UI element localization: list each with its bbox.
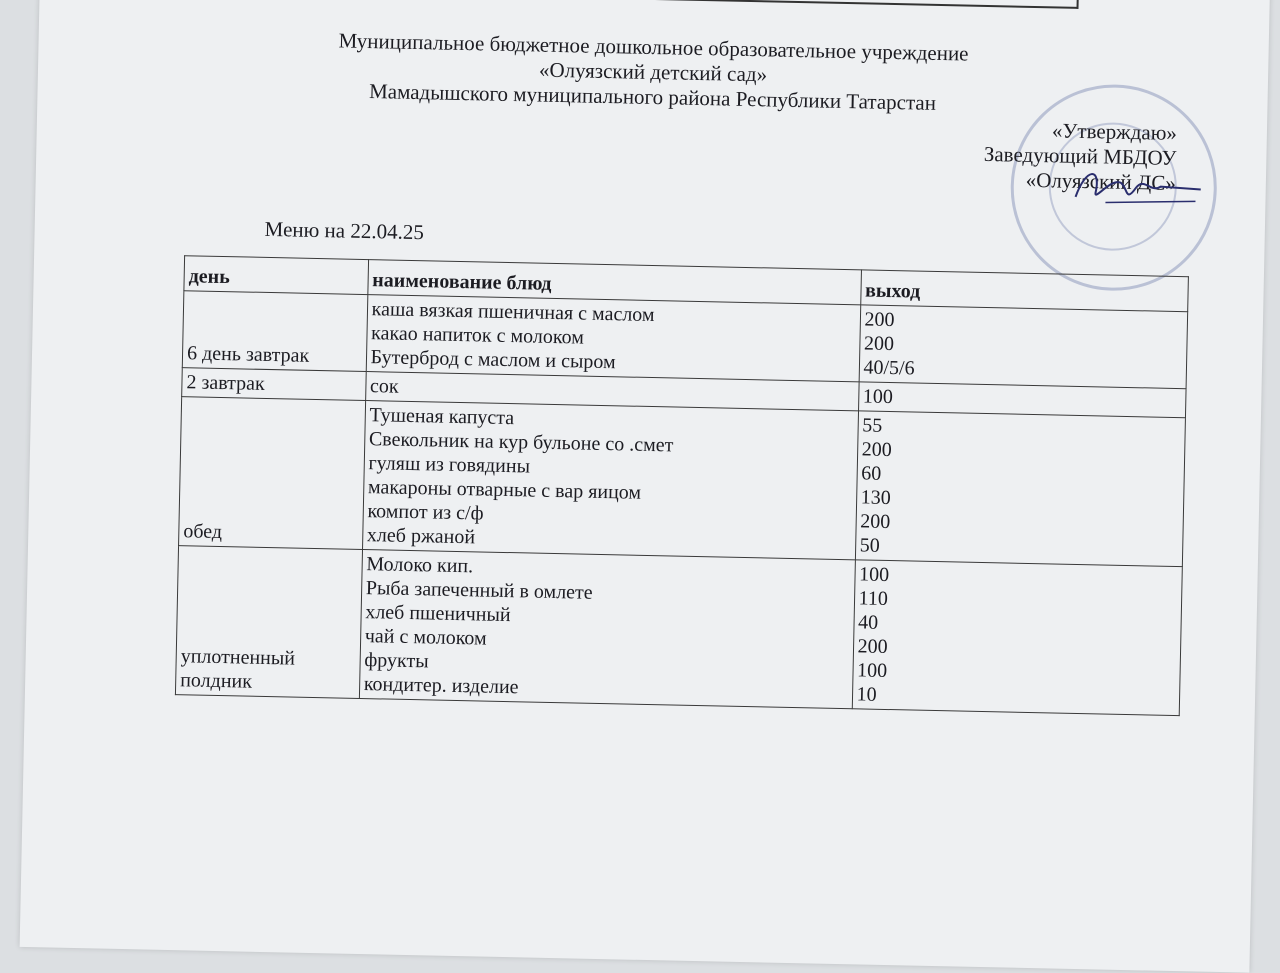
dish-list-cell [366,295,860,382]
header-day: день [184,256,368,295]
top-frame [240,0,1079,9]
dish-name: хлеб ржаной [366,524,476,549]
org-name-line-3: Мамадышского муниципального района Республики Татарстан [368,79,937,115]
dish-output: 40/5/6 [863,356,915,380]
dish-name: Молоко кип. [366,553,474,578]
dish-output: 200 [857,635,888,659]
org-name-line-1: Муниципальное бюджетное дошкольное образовательное учреждение [338,28,969,66]
dish-output: 130 [860,486,891,510]
dish-output: 200 [860,510,891,534]
menu-title: Меню на 22.04.25 [264,216,425,245]
dish-name: какао напиток с молоком [370,322,585,349]
dish-list-cell [359,549,855,708]
org-name-line-2: «Олуязский детский сад» [538,57,768,87]
header-dishes: наименование блюд [367,260,861,305]
dish-name: Тушеная капуста [369,404,515,430]
dish-name: чай с молоком [364,625,487,650]
dish-name: сок [369,375,399,398]
document-page [20,0,1270,973]
dish-name: компот из с/ф [367,500,484,525]
table-row [175,546,1182,716]
dish-name: хлеб пшеничный [365,601,511,627]
dish-name: кондитер. изделие [363,673,519,699]
header-output: выход [860,270,1188,312]
signature [1065,157,1206,215]
dish-output: 40 [857,611,879,634]
dish-output: 100 [858,563,890,587]
menu-table [175,255,1189,716]
dish-name: Свекольник на кур бульоне со .смет [368,428,674,457]
dish-output: 10 [856,683,877,706]
dish-output: 100 [856,659,888,683]
dish-output: 200 [864,308,895,332]
dish-name: каша вязкая пшеничная с маслом [371,298,655,327]
dish-name: Бутерброд с маслом и сыром [370,346,616,374]
dish-name: макароны отварные с вар яицом [367,476,642,504]
dish-output: 55 [862,414,883,437]
dish-output: 50 [859,534,880,557]
table-row [179,397,1186,567]
output-list-cell [859,305,1188,389]
dish-list-cell [362,401,858,560]
output-list-cell [852,560,1183,716]
dish-output: 100 [862,385,894,409]
dish-output: 200 [861,438,892,462]
dish-name: гуляш из говядины [368,452,531,478]
meal-day-cell: уплотненный полдник [175,546,362,699]
approval-line-2: Заведующий МБДОУ [983,141,1177,170]
meal-day-cell: 6 день завтрак [182,291,367,372]
approval-line-3: «Олуязский ДС» [1025,167,1177,195]
dish-output: 200 [863,332,895,356]
dish-name: Рыба запеченный в омлете [365,577,593,604]
meal-day-cell: обед [179,397,366,550]
dish-output: 60 [861,462,882,485]
approval-line-1: «Утверждаю» [1051,118,1178,145]
output-list-cell [855,411,1186,567]
dish-output: 110 [858,587,889,611]
meal-day-cell: 2 завтрак [182,368,366,401]
dish-name: фрукты [364,649,429,673]
